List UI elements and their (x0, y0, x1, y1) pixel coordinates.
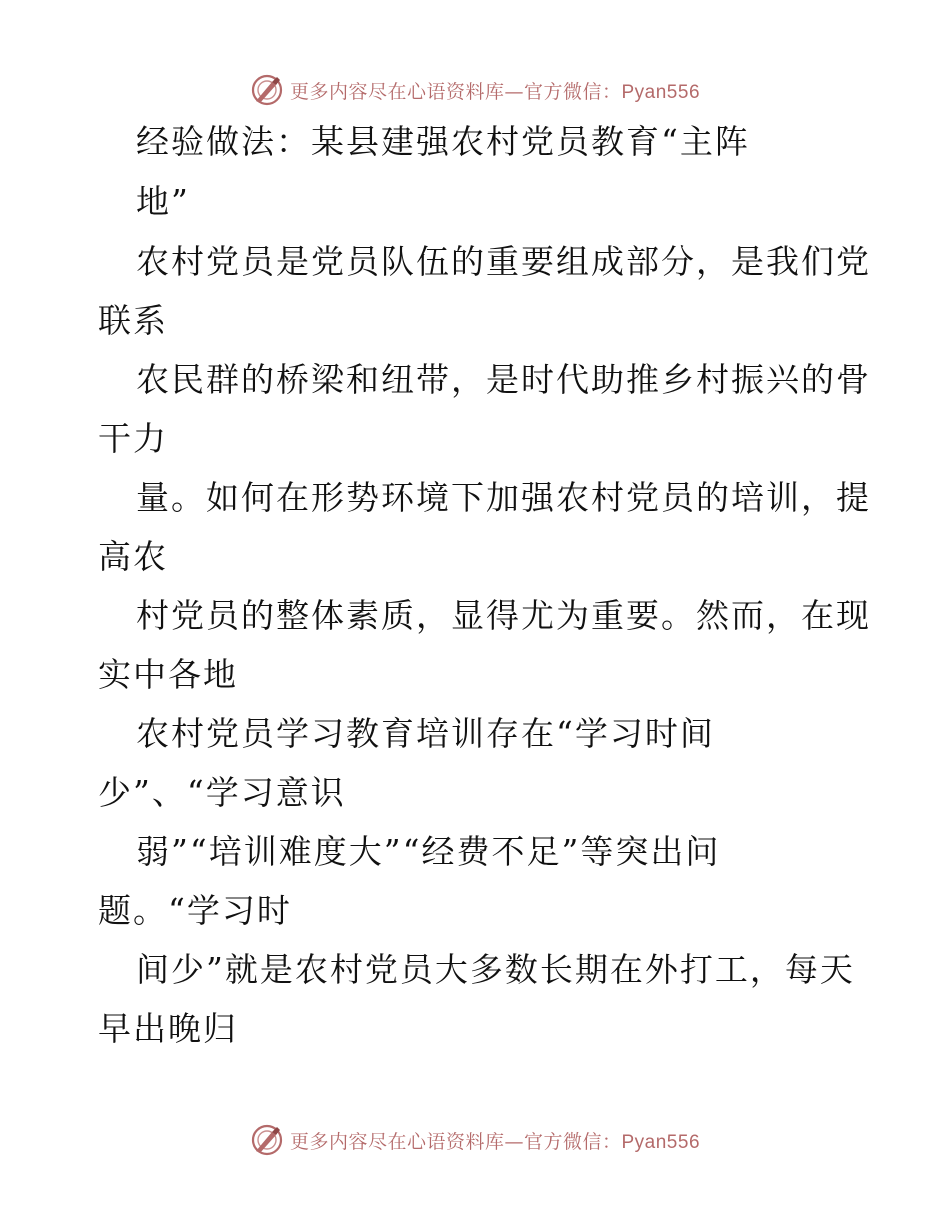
text-line: 干力 (98, 419, 168, 458)
text-line: 弱”“培训难度大”“经费不足”等突出问 (136, 832, 721, 871)
pen-logo-icon (250, 1123, 284, 1157)
text-line: 间少”就是农村党员大多数长期在外打工，每天 (136, 950, 855, 989)
text-line: 题。“学习时 (98, 891, 292, 930)
footer-watermark-banner (0, 1120, 950, 1160)
wechat-id: Pyan556 (621, 81, 701, 103)
pen-logo-icon (250, 73, 284, 107)
text-line: 实中各地 (98, 655, 238, 694)
text-line: 早出晚归 (98, 1009, 238, 1048)
header-watermark-banner (0, 70, 950, 110)
text-line: 量。如何在形势环境下加强农村党员的培训，提 (136, 478, 871, 517)
watermark-text: 更多内容尽在心语资料库—官方微信：Pyan556 (289, 80, 701, 103)
text-line: 农村党员是党员队伍的重要组成部分，是我们党 (136, 242, 871, 281)
text-line: 联系 (98, 301, 168, 340)
text-line: 地” (136, 182, 190, 221)
wechat-id: Pyan556 (621, 1131, 701, 1153)
watermark-text: 更多内容尽在心语资料库—官方微信：Pyan556 (289, 1130, 701, 1153)
text-line: 农民群的桥梁和纽带，是时代助推乡村振兴的骨 (136, 360, 871, 399)
text-line: 高农 (98, 537, 168, 576)
text-line: 农村党员学习教育培训存在“学习时间 (136, 714, 715, 753)
text-line: 少”、“学习意识 (98, 773, 346, 812)
text-line: 村党员的整体素质，显得尤为重要。然而，在现 (136, 596, 871, 635)
text-line: 经验做法：某县建强农村党员教育“主阵 (136, 122, 750, 161)
